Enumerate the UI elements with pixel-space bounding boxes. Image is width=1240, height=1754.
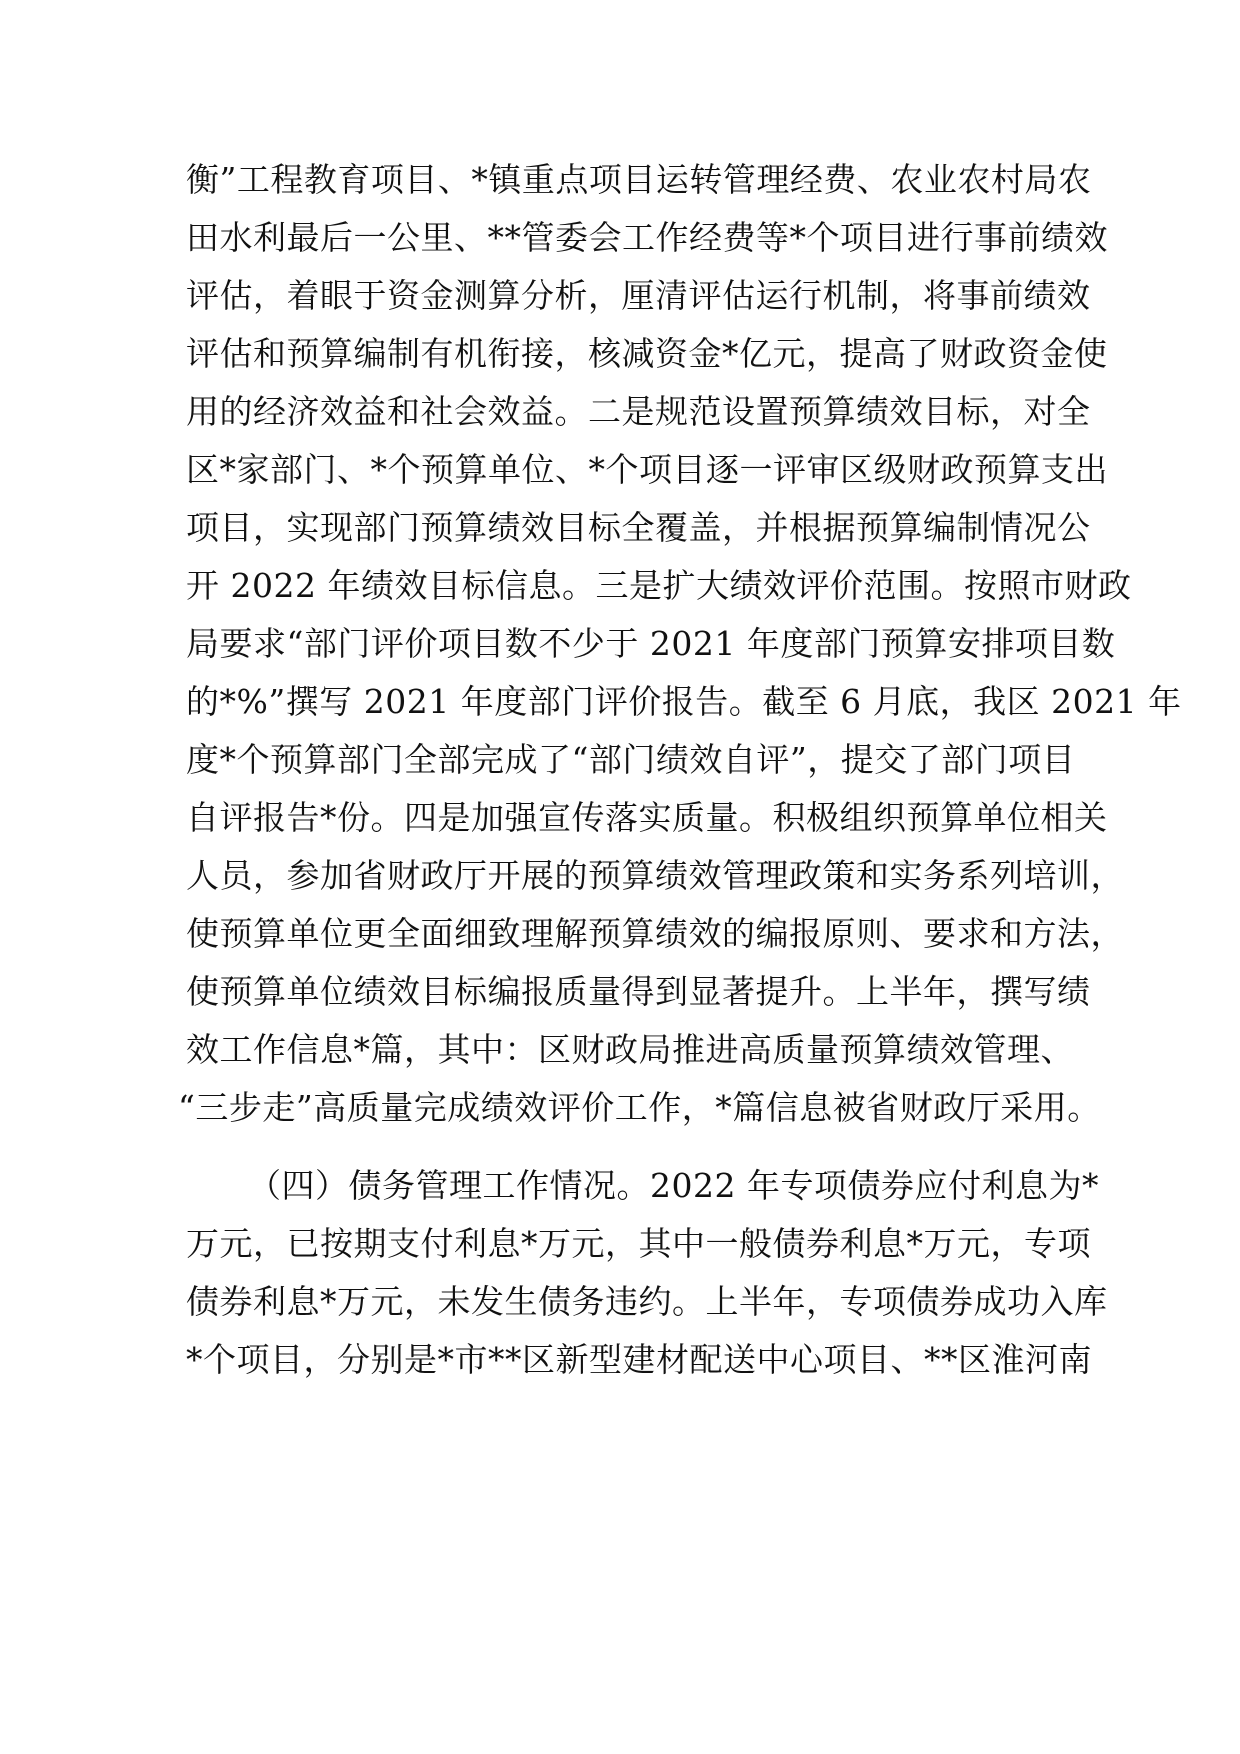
- text-line: 债券利息*万元，未发生债务违约。上半年，专项债券成功入库: [186, 1282, 1108, 1321]
- text-line: 衡”工程教育项目、*镇重点项目运转管理经费、农业农村局农: [186, 160, 1092, 199]
- text-line: *个项目，分别是*市**区新型建材配送中心项目、**区淮河南: [186, 1340, 1092, 1379]
- text-line: 度*个预算部门全部完成了“部门绩效自评”，提交了部门项目: [186, 740, 1076, 779]
- text-line: 评估和预算编制有机衔接，核减资金*亿元，提高了财政资金使: [186, 334, 1108, 373]
- text-line: 田水利最后一公里、**管委会工作经费等*个项目进行事前绩效: [186, 218, 1108, 257]
- text-line: 局要求“部门评价项目数不少于 2021 年度部门预算安排项目数: [186, 624, 1116, 663]
- text-line: 人员，参加省财政厅开展的预算绩效管理政策和实务系列培训，: [186, 856, 1124, 895]
- text-line: 效工作信息*篇，其中：区财政局推进高质量预算绩效管理、: [186, 1030, 1074, 1069]
- text-line: 开 2022 年绩效目标信息。三是扩大绩效评价范围。按照市财政: [186, 566, 1132, 605]
- text-line: “三步走”高质量完成绩效评价工作，*篇信息被省财政厅采用。: [178, 1088, 1101, 1127]
- text-line: 使预算单位绩效目标编报质量得到显著提升。上半年，撰写绩: [186, 972, 1091, 1011]
- section-heading-line: （四）债务管理工作情况。2022 年专项债券应付利息为*: [248, 1166, 1099, 1205]
- text-line: 万元，已按期支付利息*万元，其中一般债券利息*万元，专项: [186, 1224, 1091, 1263]
- text-line: 项目，实现部门预算绩效目标全覆盖，并根据预算编制情况公: [186, 508, 1091, 547]
- text-line: 的*%”撰写 2021 年度部门评价报告。截至 6 月底，我区 2021 年: [186, 682, 1182, 721]
- text-line: 使预算单位更全面细致理解预算绩效的编报原则、要求和方法，: [186, 914, 1124, 953]
- text-line: 自评报告*份。四是加强宣传落实质量。积极组织预算单位相关: [186, 798, 1108, 837]
- text-line: 评估，着眼于资金测算分析，厘清评估运行机制，将事前绩效: [186, 276, 1091, 315]
- text-line: 用的经济效益和社会效益。二是规范设置预算绩效目标，对全: [186, 392, 1091, 431]
- text-line: 区*家部门、*个预算单位、*个项目逐一评审区级财政预算支出: [186, 450, 1108, 489]
